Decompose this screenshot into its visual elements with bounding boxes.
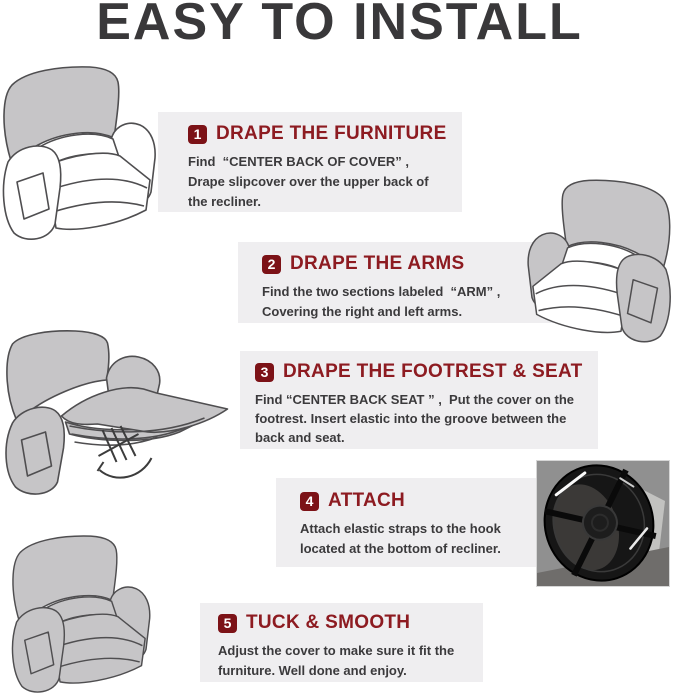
step-3-panel — [240, 351, 598, 449]
recliner-footrest — [62, 388, 228, 433]
recliner-bottom-photo-image — [537, 461, 669, 586]
recliner-fully-covered-illustration — [0, 528, 178, 696]
step-3-description: Find “CENTER BACK SEAT ” , Put the cover on the footrest. Insert elastic into the groove between the back and seat. — [255, 392, 574, 445]
recliner-near-arm — [3, 146, 60, 239]
step-5-badge: 5 — [218, 614, 237, 633]
step-1-heading: DRAPE THE FURNITURE — [216, 123, 447, 144]
recliner-near-arm — [617, 254, 671, 341]
step-5-panel — [200, 603, 483, 682]
step-4-panel — [276, 478, 537, 567]
recliner-back-arms-covered-illustration — [503, 172, 679, 350]
step-2-heading: DRAPE THE ARMS — [290, 253, 465, 274]
recliner-near-arm — [12, 608, 64, 692]
step-4-badge: 4 — [300, 492, 319, 511]
step-3-badge: 3 — [255, 363, 274, 382]
recliner-bottom-photo — [536, 460, 670, 587]
step-3-heading: DRAPE THE FOOTREST & SEAT — [283, 361, 583, 382]
step-5-description: Adjust the cover to make sure it fit the furniture. Well done and enjoy. — [218, 643, 455, 678]
step-1-panel — [158, 112, 462, 212]
recliner-near-arm — [6, 407, 64, 494]
step-2-badge: 2 — [262, 255, 281, 274]
recliner-back-covered-illustration — [0, 58, 178, 248]
page-title: EASY TO INSTALL — [96, 0, 583, 51]
step-4-description: Attach elastic straps to the hook located at the bottom of recliner. — [300, 521, 501, 556]
step-1-description: Find “CENTER BACK OF COVER” , Drape slipcover over the upper back of the recliner. — [188, 154, 429, 209]
recliner-reclined-covered-illustration — [0, 330, 236, 502]
step-1-badge: 1 — [188, 125, 207, 144]
step-5-heading: TUCK & SMOOTH — [246, 612, 411, 633]
step-4-heading: ATTACH — [328, 490, 406, 511]
step-2-description: Find the two sections labeled “ARM” , Covering the right and left arms. — [262, 284, 501, 319]
